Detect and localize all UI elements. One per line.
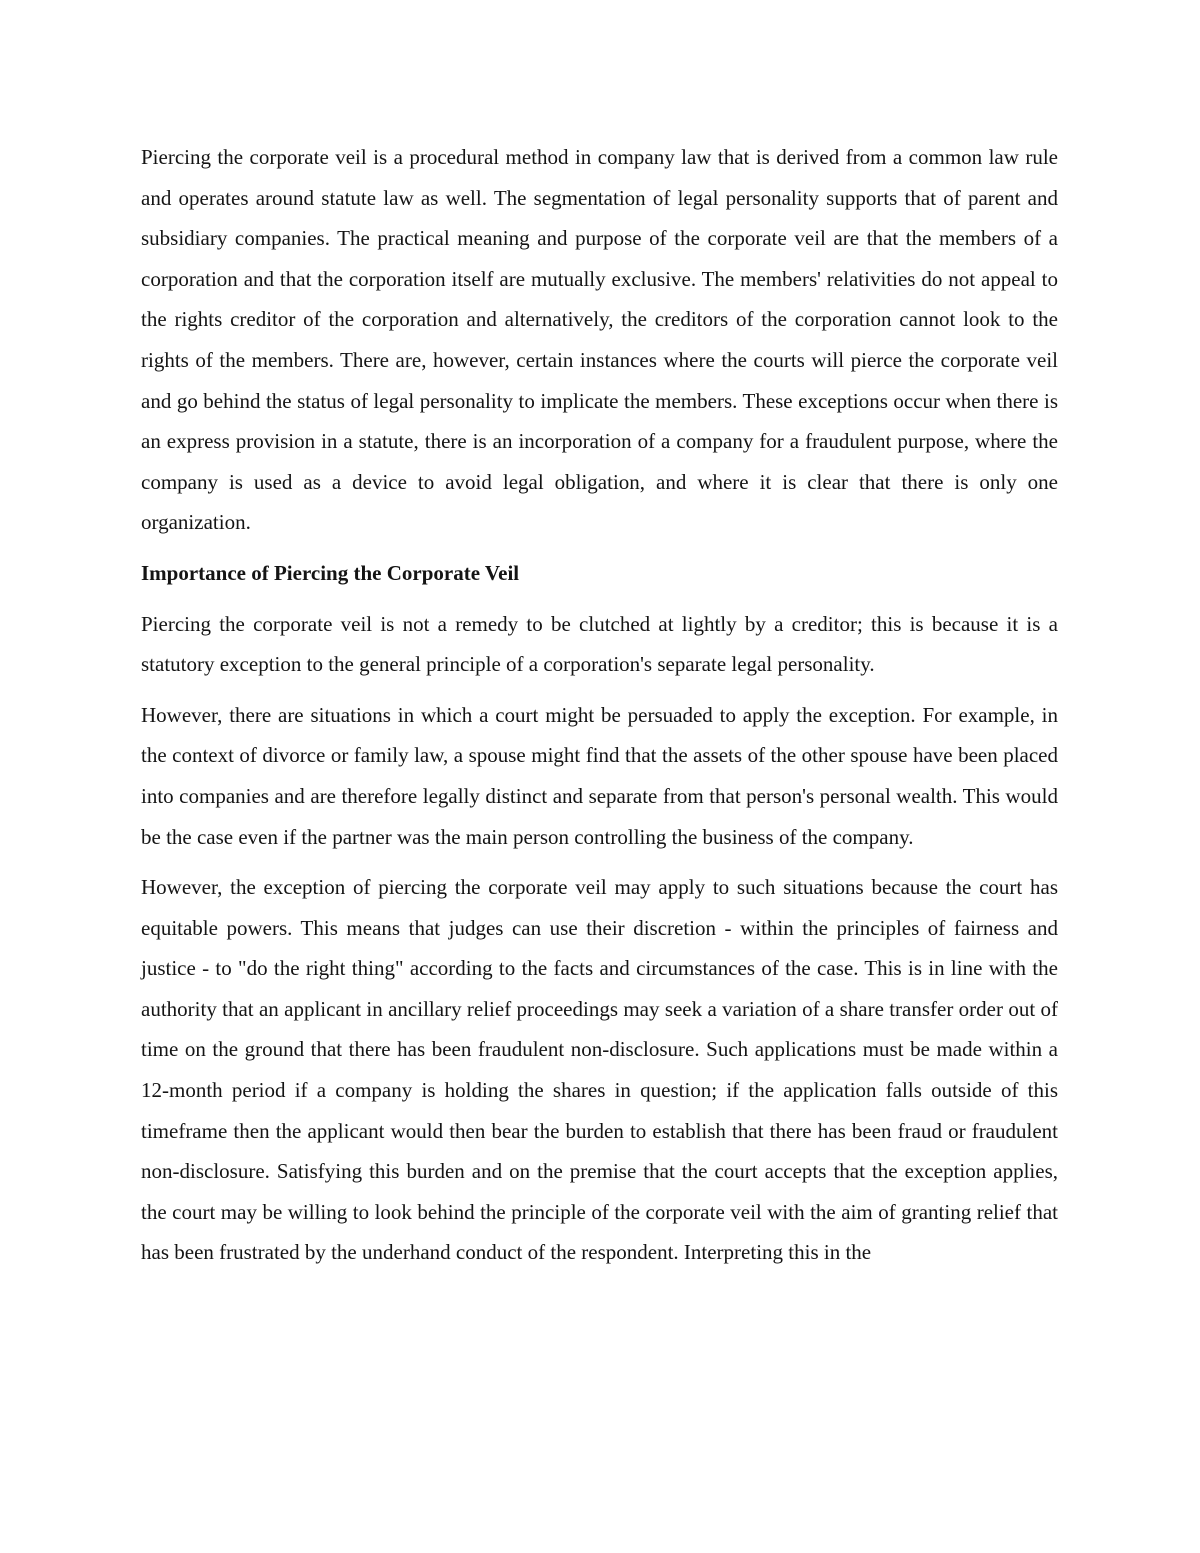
- section-heading: Importance of Piercing the Corporate Veil: [141, 560, 520, 585]
- paragraph-remedy: Piercing the corporate veil is not a remedy to be clutched at lightly by a creditor; this is because it is a statutory exception to the general principle of a corporation's separate legal personality.: [141, 611, 1058, 677]
- paragraph-intro: Piercing the corporate veil is a procedural method in company law that is derived from a common law rule and operates around statute law as well. The segmentation of legal personality supports that of parent and subsidiary companies. The practical meaning and purpose of the corporate veil are that the members of a corporation and that the corporation itself are mutually exclusive. The members' relativities do not appeal to the rights creditor of the corporation and alternatively, the creditors of the corporation cannot look to the rights of the members. There are, however, certain instances where the courts will pierce the corporate veil and go behind the status of legal personality to implicate the members. These exceptions occur when there is an express provision in a statute, there is an incorporation of a company for a fraudulent purpose, where the company is used as a device to avoid legal obligation, and where it is clear that there is only one organization.: [141, 145, 1058, 535]
- paragraph-family-law: However, there are situations in which a court might be persuaded to apply the exception. For example, in the context of divorce or family law, a spouse might find that the assets of the other spouse have been placed into companies and are therefore legally distinct and separate from that person's personal wealth. This would be the case even if the partner was the main person controlling the business of the company.: [141, 702, 1058, 849]
- paragraph-equitable-powers: However, the exception of piercing the corporate veil may apply to such situations because the court has equitable powers. This means that judges can use their discretion - within the principles of fairness and justice - to "do the right thing" according to the facts and circumstances of the case. This is in line with the authority that an applicant in ancillary relief proceedings may seek a variation of a share transfer order out of time on the ground that there has been fraudulent non-disclosure. Such applications must be made within a 12-month period if a company is holding the shares in question; if the application falls outside of this timeframe then the applicant would then bear the burden to establish that there has been fraud or fraudulent non-disclosure. Satisfying this burden and on the premise that the court accepts that the exception applies, the court may be willing to look behind the principle of the corporate veil with the aim of granting relief that has been frustrated by the underhand conduct of the respondent. Interpreting this in the: [141, 875, 1058, 1265]
- document-page: [141, 137, 1058, 1283]
